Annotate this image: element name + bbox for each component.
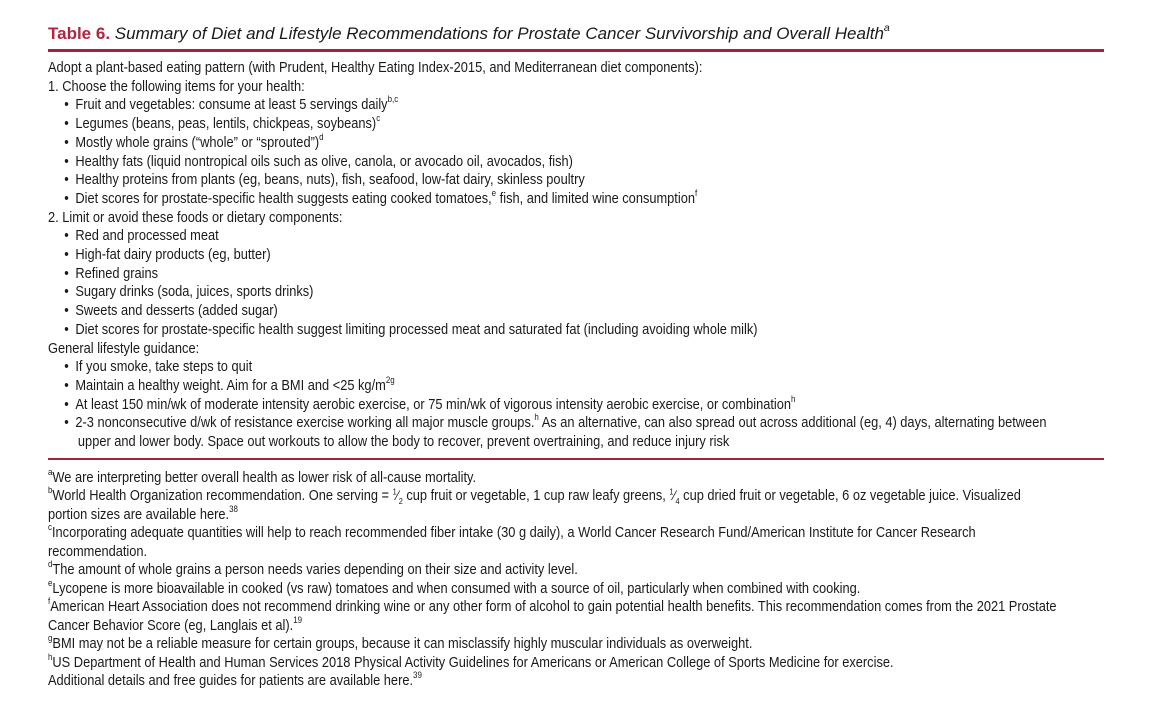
reference-link[interactable]: 38 <box>229 503 238 514</box>
list-item-text: As an alternative, can also spread out across additional (eg, 4) days, alternating between <box>538 414 1047 432</box>
bullet-icon: • <box>64 395 69 413</box>
fraction-one-quarter: $^1⁄_4$ <box>669 486 680 507</box>
bullet-icon: • <box>64 189 69 207</box>
footnote-mark: d <box>48 559 53 570</box>
footnote-text: World Health Organization recommendation. One serving = <box>52 487 393 505</box>
reference-link[interactable]: 39 <box>413 670 422 681</box>
footnote-ref[interactable]: a <box>883 22 890 35</box>
footnote-f <box>48 598 1104 617</box>
footnote-h <box>48 651 1104 673</box>
list-item <box>48 321 1120 340</box>
fraction-numerator: 1 <box>392 486 397 497</box>
list-item-text: 2-3 nonconsecutive d/wk of resistance exercise working all major muscle groups. <box>75 414 535 432</box>
list-item <box>48 153 1120 172</box>
fraction-denominator: 4 <box>675 496 680 507</box>
footnote-ref[interactable]: h <box>791 393 796 404</box>
table-6 <box>48 22 1104 691</box>
bullet-icon: • <box>64 358 69 376</box>
list-item-text: fish, and limited wine consumption <box>496 189 695 207</box>
list-item-text: Sweets and desserts (added sugar) <box>75 302 278 320</box>
bullet-icon: • <box>64 227 69 245</box>
fraction-denominator: 2 <box>398 496 403 507</box>
bottom-rule <box>48 458 1104 460</box>
list-item <box>48 227 1120 246</box>
footnote-text: The amount of whole grains a person needs varies depending on their size and activity level. <box>52 561 578 579</box>
footnote-mark: h <box>48 651 53 662</box>
bullet-icon: • <box>64 246 69 264</box>
footnote-mark: e <box>48 577 53 588</box>
footnote-ref[interactable]: f <box>694 188 698 198</box>
list-item <box>48 302 1120 321</box>
list-item <box>48 96 1120 115</box>
reference-link[interactable]: 19 <box>293 614 303 625</box>
table-caption-text: Summary of Diet and Lifestyle Recommendations for Prostate Cancer Survivorship and Overall Health <box>114 24 884 43</box>
list-item <box>48 265 1120 284</box>
footnote-text: Lycopene is more bioavailable in cooked (vs raw) tomatoes and when consumed with a source of oil, particularly when combined with cooking. <box>52 579 861 597</box>
list-item-continuation: upper and lower body. Space out workouts to allow the body to recover, prevent overtraining, and reduce injury risk <box>77 433 730 451</box>
footnote-text: portion sizes are available here. <box>48 505 230 523</box>
list-item-text: At least 150 min/wk of moderate intensity aerobic exercise, or 75 min/wk of vigorous intensity aerobic exercise, or combination <box>75 395 792 413</box>
footnote-ref[interactable]: c <box>376 113 381 124</box>
list-item-text: Diet scores for prostate-specific health suggest limiting processed meat and saturated fat (including avoiding whole milk) <box>75 320 758 338</box>
bullet-icon: • <box>64 96 69 114</box>
bullet-icon: • <box>64 283 69 301</box>
footnote-mark: g <box>48 633 53 644</box>
footnote-text: Additional details and free guides for patients are available here. <box>48 672 414 690</box>
bullet-icon: • <box>64 152 69 170</box>
section-2-heading: 2. Limit or avoid these foods or dietary components: <box>48 208 343 226</box>
list-item-text: Maintain a healthy weight. Aim for a BMI and <25 kg/m <box>75 376 386 394</box>
bullet-icon: • <box>64 264 69 282</box>
list-item-text: Fruit and vegetables: consume at least 5 servings daily <box>75 96 388 114</box>
footnote-g <box>48 635 1104 654</box>
footnote-text: cup dried fruit or vegetable, 6 oz vegetable juice. Visualized <box>679 487 1021 505</box>
list-item-text: If you smoke, take steps to quit <box>75 358 253 376</box>
table-caption <box>115 24 890 43</box>
footnote-e <box>48 577 1104 599</box>
table-title <box>48 22 1104 46</box>
footnotes <box>48 466 1104 691</box>
list-item <box>48 190 1120 209</box>
bullet-icon: • <box>64 133 69 151</box>
additional-info <box>48 672 1104 691</box>
top-rule <box>48 49 1104 52</box>
footnote-b-continuation <box>48 503 1104 525</box>
footnote-text: American Heart Association does not recommend drinking wine or any other form of alcohol to gain potential health benefits. This recommendation comes from the 2021 Prostate <box>50 598 1057 616</box>
lifestyle-heading: General lifestyle guidance: <box>48 339 200 357</box>
list-item <box>48 171 1120 190</box>
footnote-ref[interactable]: h <box>534 412 539 423</box>
footnote-text: cup fruit or vegetable, 1 cup raw leafy greens, <box>402 487 670 505</box>
list-item <box>48 377 1120 396</box>
footnote-ref[interactable]: b,c <box>387 94 399 105</box>
bullet-icon: • <box>64 414 69 432</box>
footnote-b <box>48 487 1104 506</box>
footnote-text: US Department of Health and Human Services 2018 Physical Activity Guidelines for Americans or American College of Sports Medicine for exercise. <box>52 653 894 671</box>
footnote-text: We are interpreting better overall health as lower risk of all-cause mortality. <box>52 468 477 486</box>
footnote-d <box>48 561 1104 580</box>
footnote-text: Incorporating adequate quantities will help to reach recommended fiber intake (30 g daily), a World Cancer Research Fund/American Institute for Cancer Research <box>51 524 976 542</box>
list-item-text: Red and processed meat <box>75 227 219 245</box>
bullet-icon: • <box>64 171 69 189</box>
list-item <box>48 414 1120 433</box>
footnote-c-continuation: recommendation. <box>48 542 148 560</box>
footnote-ref[interactable]: 2g <box>385 375 395 386</box>
list-item-text: Healthy proteins from plants (eg, beans, nuts), fish, seafood, low-fat dairy, skinless poultry <box>75 171 585 189</box>
footnote-c <box>48 524 1104 543</box>
footnote-mark: c <box>48 522 52 533</box>
bullet-icon: • <box>64 302 69 320</box>
list-item <box>48 246 1120 265</box>
list-item <box>48 283 1120 302</box>
list-item-text: Sugary drinks (soda, juices, sports drinks) <box>75 283 314 301</box>
footnote-text: Cancer Behavior Score (eg, Langlais et al). <box>48 616 294 634</box>
table-body <box>48 59 1104 452</box>
list-item-text: Refined grains <box>75 264 159 282</box>
fraction-numerator: 1 <box>669 486 674 497</box>
footnote-mark: b <box>48 485 53 496</box>
footnote-f-continuation <box>48 614 1104 636</box>
list-item-text: High-fat dairy products (eg, butter) <box>75 246 271 264</box>
footnote-text: BMI may not be a reliable measure for certain groups, because it can misclassify highly muscular individuals as overweight. <box>52 635 753 653</box>
list-item-text: Healthy fats (liquid nontropical oils such as olive, canola, or avocado oil, avocados, fish) <box>75 152 573 170</box>
list-item <box>48 393 1120 415</box>
bullet-icon: • <box>64 376 69 394</box>
intro-text: Adopt a plant-based eating pattern (with Prudent, Healthy Eating Index-2015, and Mediterranean diet components): <box>48 59 703 76</box>
bullet-icon: • <box>64 320 69 338</box>
footnote-ref[interactable]: e <box>491 188 497 198</box>
bullet-icon: • <box>64 115 69 133</box>
list-item <box>48 115 1120 134</box>
footnote-a <box>48 466 1104 488</box>
list-item-text: Legumes (beans, peas, lentils, chickpeas, soybeans) <box>75 115 377 133</box>
fraction-one-half: $^1⁄_2$ <box>392 486 403 507</box>
list-item <box>48 131 1120 153</box>
footnote-mark: a <box>48 466 53 477</box>
list-item-text: Diet scores for prostate-specific health suggests eating cooked tomatoes, <box>75 189 492 207</box>
list-item-text: Mostly whole grains (“whole” or “sprouted”) <box>75 133 320 151</box>
footnote-mark: f <box>48 596 51 607</box>
list-item <box>48 358 1120 377</box>
footnote-ref[interactable]: d <box>319 131 324 142</box>
section-1-heading: 1. Choose the following items for your health: <box>48 77 305 95</box>
table-label: Table 6. <box>48 24 111 43</box>
